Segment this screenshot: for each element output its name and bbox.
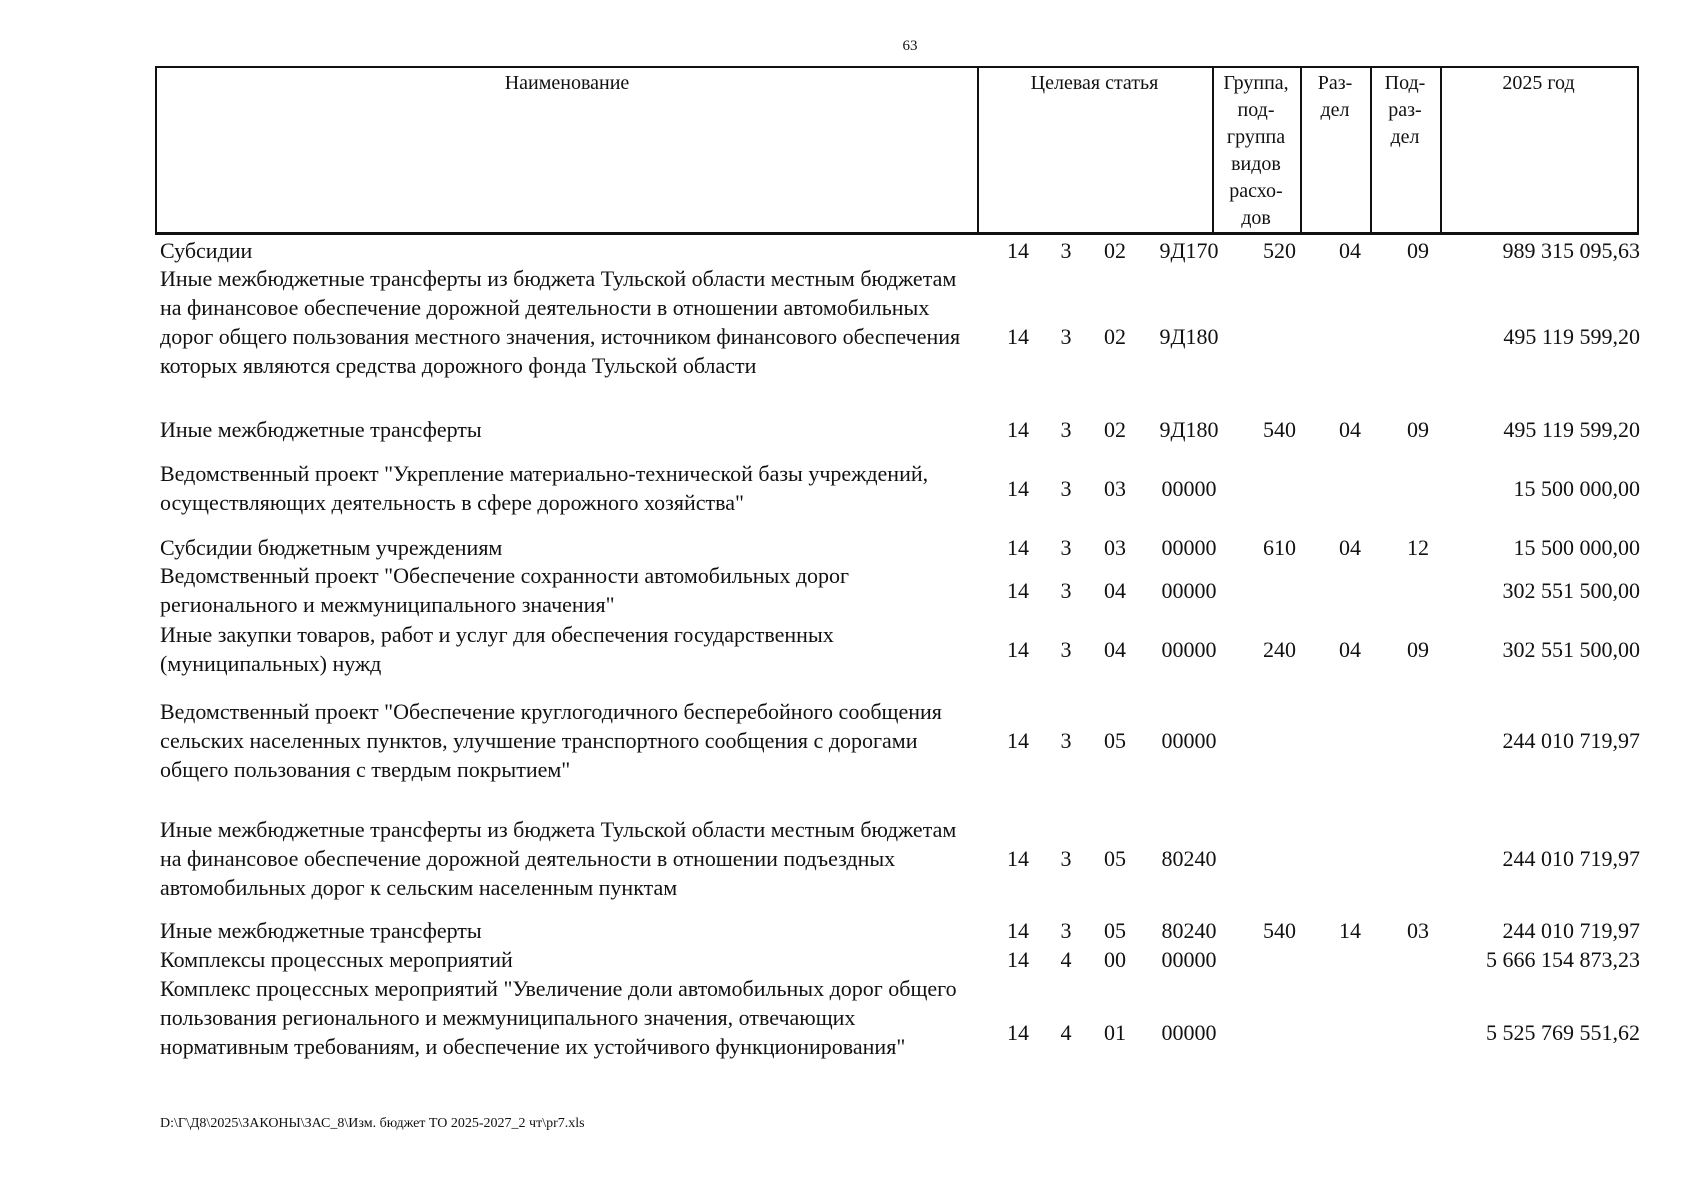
table-row	[160, 561, 1640, 619]
row-code-1: 14	[1007, 1019, 1029, 1045]
row-code-2: 3	[1060, 918, 1072, 943]
row-code-4: 9Д180	[1159, 417, 1219, 442]
row-amount: 5 525 769 551,62	[1486, 1019, 1640, 1045]
row-name: Комплекс процессных мероприятий "Увеличение доли автомобильных дорог общего пользования регионального и межмуниципального значения, отвечающих нормативным требованиям, и обеспечение их устойчивого функционирования"	[160, 976, 957, 1059]
row-code-3: 02	[1104, 417, 1126, 442]
row-code-3: 02	[1104, 324, 1126, 349]
row-name: Иные межбюджетные трансферты из бюджета Тульской области местным бюджетам на финансовое обеспечение дорожной деятельности в отношении автомобильных дорог общего пользования местного значения, источником финансового обеспечения которых являются средства дорожного фонда Тульской области	[160, 266, 961, 378]
row-name: Иные межбюджетные трансферты	[160, 918, 482, 943]
row-code-4: 9Д170	[1159, 238, 1219, 263]
row-amount: 302 551 500,00	[1502, 636, 1640, 662]
row-amount: 302 551 500,00	[1502, 577, 1640, 603]
row-code-4: 00000	[1161, 577, 1217, 603]
row-code-4: 80240	[1161, 918, 1217, 943]
row-code-3: 04	[1104, 577, 1126, 603]
row-code-1: 14	[1007, 947, 1029, 972]
table-row	[160, 945, 1640, 974]
row-name: Иные межбюджетные трансферты	[160, 417, 482, 442]
row-code-1: 14	[1007, 417, 1029, 442]
row-code-2: 3	[1060, 535, 1072, 560]
row-code-2: 3	[1060, 846, 1072, 871]
row-code-3: 02	[1104, 238, 1126, 263]
row-code-3: 03	[1104, 475, 1126, 501]
row-code-1: 14	[1007, 846, 1029, 871]
row-amount: 989 315 095,63	[1502, 238, 1640, 263]
row-name: Ведомственный проект "Обеспечение сохранности автомобильных дорог регионального и межмуниципального значения"	[160, 563, 850, 617]
row-subsecode-tion: 12	[1407, 535, 1429, 560]
table-row	[160, 815, 1640, 902]
table-row	[160, 974, 1640, 1090]
row-group: 240	[1263, 636, 1296, 662]
row-code-4: 00000	[1161, 1019, 1217, 1045]
row-code-4: 9Д180	[1159, 324, 1219, 349]
row-code-3: 01	[1104, 1019, 1126, 1045]
row-amount: 15 500 000,00	[1513, 535, 1640, 560]
row-group: 520	[1263, 238, 1296, 263]
header-section: Раз- дел	[1317, 72, 1353, 121]
row-code-3: 03	[1104, 535, 1126, 560]
row-amount: 495 119 599,20	[1503, 324, 1640, 349]
row-secode-tion: 04	[1339, 636, 1361, 662]
row-secode-tion: 04	[1339, 535, 1361, 560]
header-name: Наименование	[504, 72, 630, 94]
row-subsecode-tion: 03	[1407, 918, 1429, 943]
row-amount: 15 500 000,00	[1513, 475, 1640, 501]
row-code-1: 14	[1007, 238, 1029, 263]
header-year: 2025 год	[1502, 72, 1575, 94]
row-name: Ведомственный проект "Укрепление материально-технической базы учреждений, осуществляющих деятельность в сфере дорожного хозяйства"	[160, 461, 929, 515]
row-code-4: 80240	[1161, 846, 1217, 871]
row-code-1: 14	[1007, 475, 1029, 501]
row-code-2: 3	[1060, 238, 1072, 263]
row-amount: 5 666 154 873,23	[1486, 947, 1640, 972]
row-group: 540	[1263, 417, 1296, 442]
header-target: Целевая статья	[1030, 72, 1159, 94]
row-code-4: 00000	[1161, 535, 1217, 560]
header-group: Группа, под- группа видов расхо- дов	[1223, 72, 1289, 229]
row-name: Субсидии	[160, 238, 253, 263]
row-code-3: 05	[1104, 846, 1126, 871]
table-row	[160, 236, 1640, 265]
row-code-2: 3	[1060, 417, 1072, 442]
row-secode-tion: 04	[1339, 238, 1361, 263]
row-subsecode-tion: 09	[1407, 238, 1429, 263]
row-code-2: 3	[1060, 475, 1072, 501]
row-name: Иные межбюджетные трансферты из бюджета Тульской области местным бюджетам на финансовое обеспечение дорожной деятельности в отношении подъездных автомобильных дорог к сельским населенным пунктам	[160, 817, 957, 900]
header-subsection: Под- раз- дел	[1384, 72, 1426, 148]
row-name: Субсидии бюджетным учреждениям	[160, 535, 503, 560]
row-code-2: 3	[1060, 728, 1072, 753]
row-code-2: 3	[1060, 636, 1072, 662]
table-row	[160, 459, 1640, 517]
page-number: 63	[902, 38, 918, 54]
row-name: Ведомственный проект "Обеспечение круглогодичного бесперебойного сообщения сельских населенных пунктов, улучшение транспортного сообщения с дорогами общего пользования с твердым покрытием"	[160, 699, 942, 782]
row-secode-tion: 14	[1339, 918, 1361, 943]
row-code-1: 14	[1007, 535, 1029, 560]
table-row	[160, 264, 1640, 409]
row-code-4: 00000	[1161, 475, 1217, 501]
row-code-1: 14	[1007, 918, 1029, 943]
row-code-1: 14	[1007, 577, 1029, 603]
footer-path: D:\Г\Д8\2025\ЗАКОНЫ\ЗАС_8\Изм. бюджет ТО 2025-2027_2 чт\pr7.xls	[160, 1116, 585, 1131]
row-code-3: 05	[1104, 918, 1126, 943]
table-row	[160, 916, 1640, 945]
table-header	[155, 66, 1639, 235]
row-amount: 244 010 719,97	[1502, 918, 1640, 943]
row-name: Иные закупки товаров, работ и услуг для обеспечения государственных (муниципальных) нужд	[160, 622, 834, 676]
table-row	[160, 620, 1640, 678]
row-code-4: 00000	[1161, 636, 1217, 662]
table-row	[160, 415, 1640, 444]
row-code-1: 14	[1007, 324, 1029, 349]
row-code-1: 14	[1007, 636, 1029, 662]
row-group: 540	[1263, 918, 1296, 943]
row-code-2: 4	[1060, 1019, 1072, 1045]
row-code-3: 04	[1104, 636, 1126, 662]
row-code-4: 00000	[1161, 947, 1217, 972]
row-secode-tion: 04	[1339, 417, 1361, 442]
row-subsecode-tion: 09	[1407, 417, 1429, 442]
row-code-2: 3	[1060, 577, 1072, 603]
row-group: 610	[1263, 535, 1296, 560]
row-code-3: 05	[1104, 728, 1126, 753]
row-name: Комплексы процессных мероприятий	[160, 947, 513, 972]
row-code-4: 00000	[1161, 728, 1217, 753]
row-code-2: 4	[1060, 947, 1072, 972]
row-amount: 244 010 719,97	[1502, 846, 1640, 871]
row-code-1: 14	[1007, 728, 1029, 753]
row-amount: 244 010 719,97	[1502, 728, 1640, 753]
table-row	[160, 533, 1640, 562]
row-code-3: 00	[1104, 947, 1126, 972]
row-amount: 495 119 599,20	[1503, 417, 1640, 442]
row-code-2: 3	[1060, 324, 1072, 349]
row-subsecode-tion: 09	[1407, 636, 1429, 662]
table-row	[160, 697, 1640, 784]
